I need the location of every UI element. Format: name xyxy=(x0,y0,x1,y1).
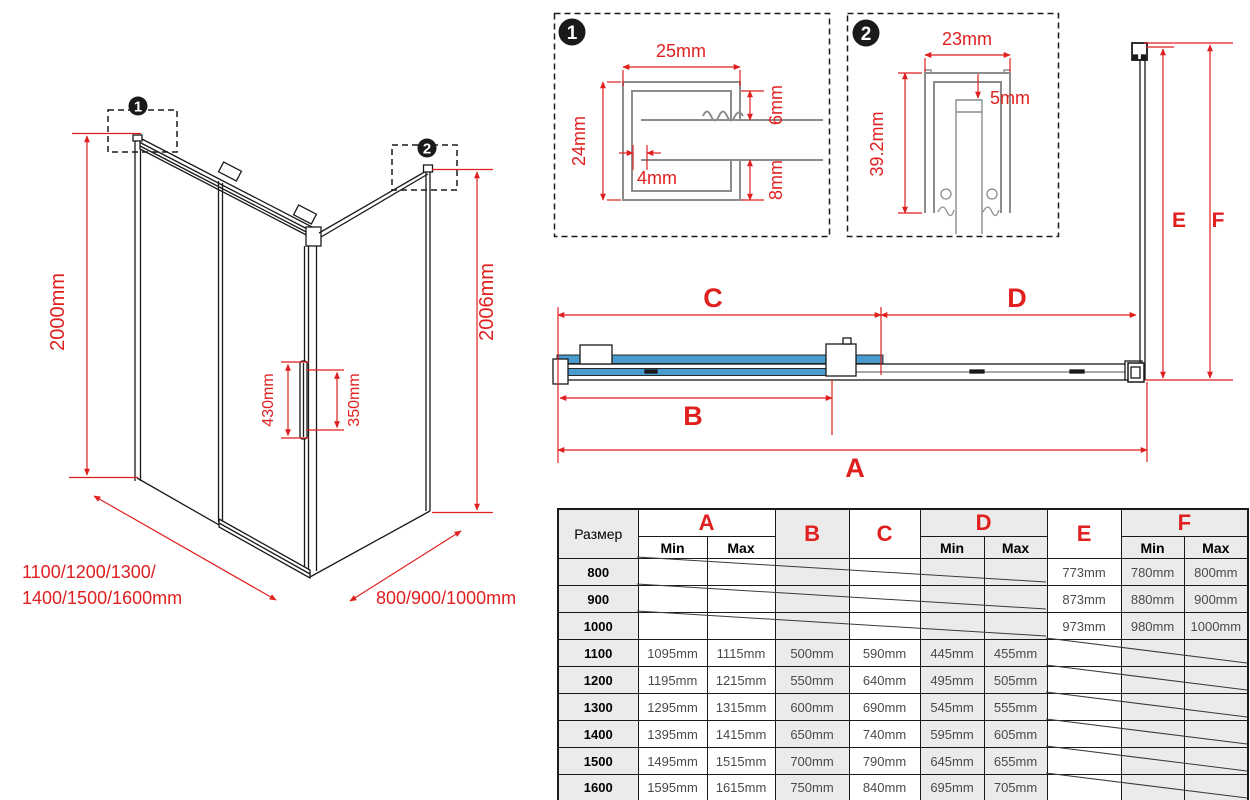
table-cell: 840mm xyxy=(849,775,920,800)
table-cell xyxy=(707,559,775,586)
row-size: 800 xyxy=(558,559,638,586)
table-cell: 790mm xyxy=(849,748,920,775)
table-cell xyxy=(1184,748,1248,775)
table-cell xyxy=(849,613,920,640)
width-options-line2: 1400/1500/1600mm xyxy=(22,588,183,608)
column-header-c: C xyxy=(849,509,920,559)
table-cell: 690mm xyxy=(849,694,920,721)
d-min-header: Min xyxy=(920,537,984,559)
table-cell: 773mm xyxy=(1047,559,1121,586)
table-cell: 550mm xyxy=(775,667,849,694)
table-cell: 973mm xyxy=(1047,613,1121,640)
f-max-header: Max xyxy=(1184,537,1248,559)
f-min-header: Min xyxy=(1121,537,1184,559)
table-cell: 1615mm xyxy=(707,775,775,800)
row-size: 1000 xyxy=(558,613,638,640)
table-row xyxy=(558,775,1248,800)
plan-dimension-lines xyxy=(558,307,1147,463)
table-cell: 545mm xyxy=(920,694,984,721)
table-cell xyxy=(1184,694,1248,721)
fixed-glass-plan xyxy=(562,369,830,376)
table-cell: 1215mm xyxy=(707,667,775,694)
table-cell: 655mm xyxy=(984,748,1047,775)
table-cell: 900mm xyxy=(1184,586,1248,613)
detail-2-height: 39.2mm xyxy=(867,111,887,177)
table-cell: 595mm xyxy=(920,721,984,748)
side-dimension-labels xyxy=(1172,209,1225,232)
table-cell: 695mm xyxy=(920,775,984,800)
table-cell: 700mm xyxy=(775,748,849,775)
table-cell xyxy=(1121,721,1184,748)
table-cell xyxy=(1184,721,1248,748)
table-cell: 555mm xyxy=(984,694,1047,721)
detail-2-width: 23mm xyxy=(941,29,993,49)
table-row xyxy=(558,586,1248,613)
table-cell: 1495mm xyxy=(638,748,707,775)
table-cell: 1315mm xyxy=(707,694,775,721)
iso-dimension-labels xyxy=(22,263,516,608)
table-cell xyxy=(707,586,775,613)
table-cell xyxy=(1121,748,1184,775)
table-cell xyxy=(1047,694,1121,721)
handle-outer-dimension: 430mm xyxy=(260,373,277,427)
table-cell xyxy=(1121,640,1184,667)
row-size: 1100 xyxy=(558,640,638,667)
table-cell xyxy=(638,613,707,640)
table-cell xyxy=(849,559,920,586)
table-cell: 750mm xyxy=(775,775,849,800)
table-cell: 495mm xyxy=(920,667,984,694)
table-cell: 500mm xyxy=(775,640,849,667)
table-row xyxy=(558,694,1248,721)
table-cell: 880mm xyxy=(1121,586,1184,613)
row-size: 1300 xyxy=(558,694,638,721)
a-max-header: Max xyxy=(707,537,775,559)
dim-label-e: E xyxy=(1171,209,1187,232)
callout-1-number: 1 xyxy=(133,98,143,116)
detail-1-marker-number: 1 xyxy=(566,23,578,44)
table-cell: 1115mm xyxy=(707,640,775,667)
row-size: 1400 xyxy=(558,721,638,748)
roller-carriage xyxy=(826,344,856,376)
table-cell: 640mm xyxy=(849,667,920,694)
table-cell: 780mm xyxy=(1121,559,1184,586)
detail-1-bottom-gap: 8mm xyxy=(766,160,786,200)
table-cell: 980mm xyxy=(1121,613,1184,640)
detail-2-dimension-labels xyxy=(867,29,1030,177)
detail-2-gap: 5mm xyxy=(990,88,1030,108)
dim-label-a: A xyxy=(845,453,865,483)
table-cell: 1195mm xyxy=(638,667,707,694)
row-size: 1500 xyxy=(558,748,638,775)
table-cell: 1415mm xyxy=(707,721,775,748)
detail-1-height: 24mm xyxy=(569,115,589,167)
seal-detail xyxy=(938,207,999,216)
row-size: 1600 xyxy=(558,775,638,800)
table-row xyxy=(558,721,1248,748)
table-cell xyxy=(1184,640,1248,667)
table-cell xyxy=(920,586,984,613)
table-row xyxy=(558,559,1248,586)
a-min-header: Min xyxy=(638,537,707,559)
table-cell xyxy=(1121,775,1184,800)
dim-label-f: F xyxy=(1211,209,1225,232)
table-cell xyxy=(775,613,849,640)
table-cell xyxy=(1121,667,1184,694)
table-cell xyxy=(638,559,707,586)
detail-2-marker-number: 2 xyxy=(860,24,872,45)
detail-1-width: 25mm xyxy=(655,41,707,61)
wall-profile-plan xyxy=(553,359,568,384)
handle-inner-dimension: 350mm xyxy=(346,373,363,427)
table-cell xyxy=(1184,775,1248,800)
table-row xyxy=(558,640,1248,667)
enclosure-structure xyxy=(133,135,433,578)
table-cell xyxy=(1047,721,1121,748)
table-cell: 1395mm xyxy=(638,721,707,748)
width-options-line1: 1100/1200/1300/ xyxy=(22,562,156,582)
table-cell: 740mm xyxy=(849,721,920,748)
depth-options: 800/900/1000mm xyxy=(376,588,517,608)
size-table-grid xyxy=(557,508,1249,800)
table-cell: 455mm xyxy=(984,640,1047,667)
table-cell: 1000mm xyxy=(1184,613,1248,640)
side-panel-structure xyxy=(1128,43,1147,382)
table-cell: 1095mm xyxy=(638,640,707,667)
table-cell: 445mm xyxy=(920,640,984,667)
table-row xyxy=(558,748,1248,775)
roller-carriage xyxy=(580,345,612,364)
dim-label-b: B xyxy=(683,401,703,431)
table-cell xyxy=(775,586,849,613)
table-cell xyxy=(638,586,707,613)
table-cell: 600mm xyxy=(775,694,849,721)
table-cell xyxy=(849,586,920,613)
table-cell: 505mm xyxy=(984,667,1047,694)
callout-2-number: 2 xyxy=(422,140,432,158)
iso-drawing xyxy=(0,0,550,660)
table-cell xyxy=(984,586,1047,613)
table-cell xyxy=(1047,667,1121,694)
column-header-e: E xyxy=(1047,509,1121,559)
dim-label-c: C xyxy=(703,285,723,313)
side-height-dimension: 2006mm xyxy=(476,263,498,341)
table-cell: 605mm xyxy=(984,721,1047,748)
table-cell: 650mm xyxy=(775,721,849,748)
detail-1-top-gap: 6mm xyxy=(766,85,786,125)
table-cell xyxy=(707,613,775,640)
detail-1-drawing xyxy=(553,12,831,238)
callout-2 xyxy=(392,139,457,191)
table-header-row xyxy=(558,509,1248,537)
column-header-f: F xyxy=(1121,509,1248,537)
column-header-b: B xyxy=(775,509,849,559)
table-cell xyxy=(1184,667,1248,694)
front-height-dimension: 2000mm xyxy=(47,273,69,351)
detail-1-wall: 4mm xyxy=(637,168,677,188)
table-cell xyxy=(984,613,1047,640)
table-cell: 590mm xyxy=(849,640,920,667)
table-cell xyxy=(984,559,1047,586)
table-row xyxy=(558,613,1248,640)
roller-bracket xyxy=(219,162,242,181)
size-table xyxy=(557,508,1247,799)
table-cell: 800mm xyxy=(1184,559,1248,586)
size-column-header: Размер xyxy=(558,509,638,559)
detail-2-drawing xyxy=(846,12,1060,238)
table-cell xyxy=(920,613,984,640)
table-cell: 645mm xyxy=(920,748,984,775)
table-cell xyxy=(1047,640,1121,667)
table-cell: 873mm xyxy=(1047,586,1121,613)
column-header-d: D xyxy=(920,509,1047,537)
table-cell xyxy=(920,559,984,586)
table-cell: 1595mm xyxy=(638,775,707,800)
table-cell xyxy=(1047,775,1121,800)
row-size: 1200 xyxy=(558,667,638,694)
table-cell: 705mm xyxy=(984,775,1047,800)
table-cell xyxy=(775,559,849,586)
rail-assembly xyxy=(553,338,1142,384)
table-row xyxy=(558,667,1248,694)
dim-label-d: D xyxy=(1007,285,1027,313)
d-max-header: Max xyxy=(984,537,1047,559)
table-cell xyxy=(1047,748,1121,775)
table-cell: 1295mm xyxy=(638,694,707,721)
column-header-a: A xyxy=(638,509,775,537)
side-panel-elevation xyxy=(1100,15,1250,485)
table-cell xyxy=(1121,694,1184,721)
table-cell: 1515mm xyxy=(707,748,775,775)
row-size: 900 xyxy=(558,586,638,613)
